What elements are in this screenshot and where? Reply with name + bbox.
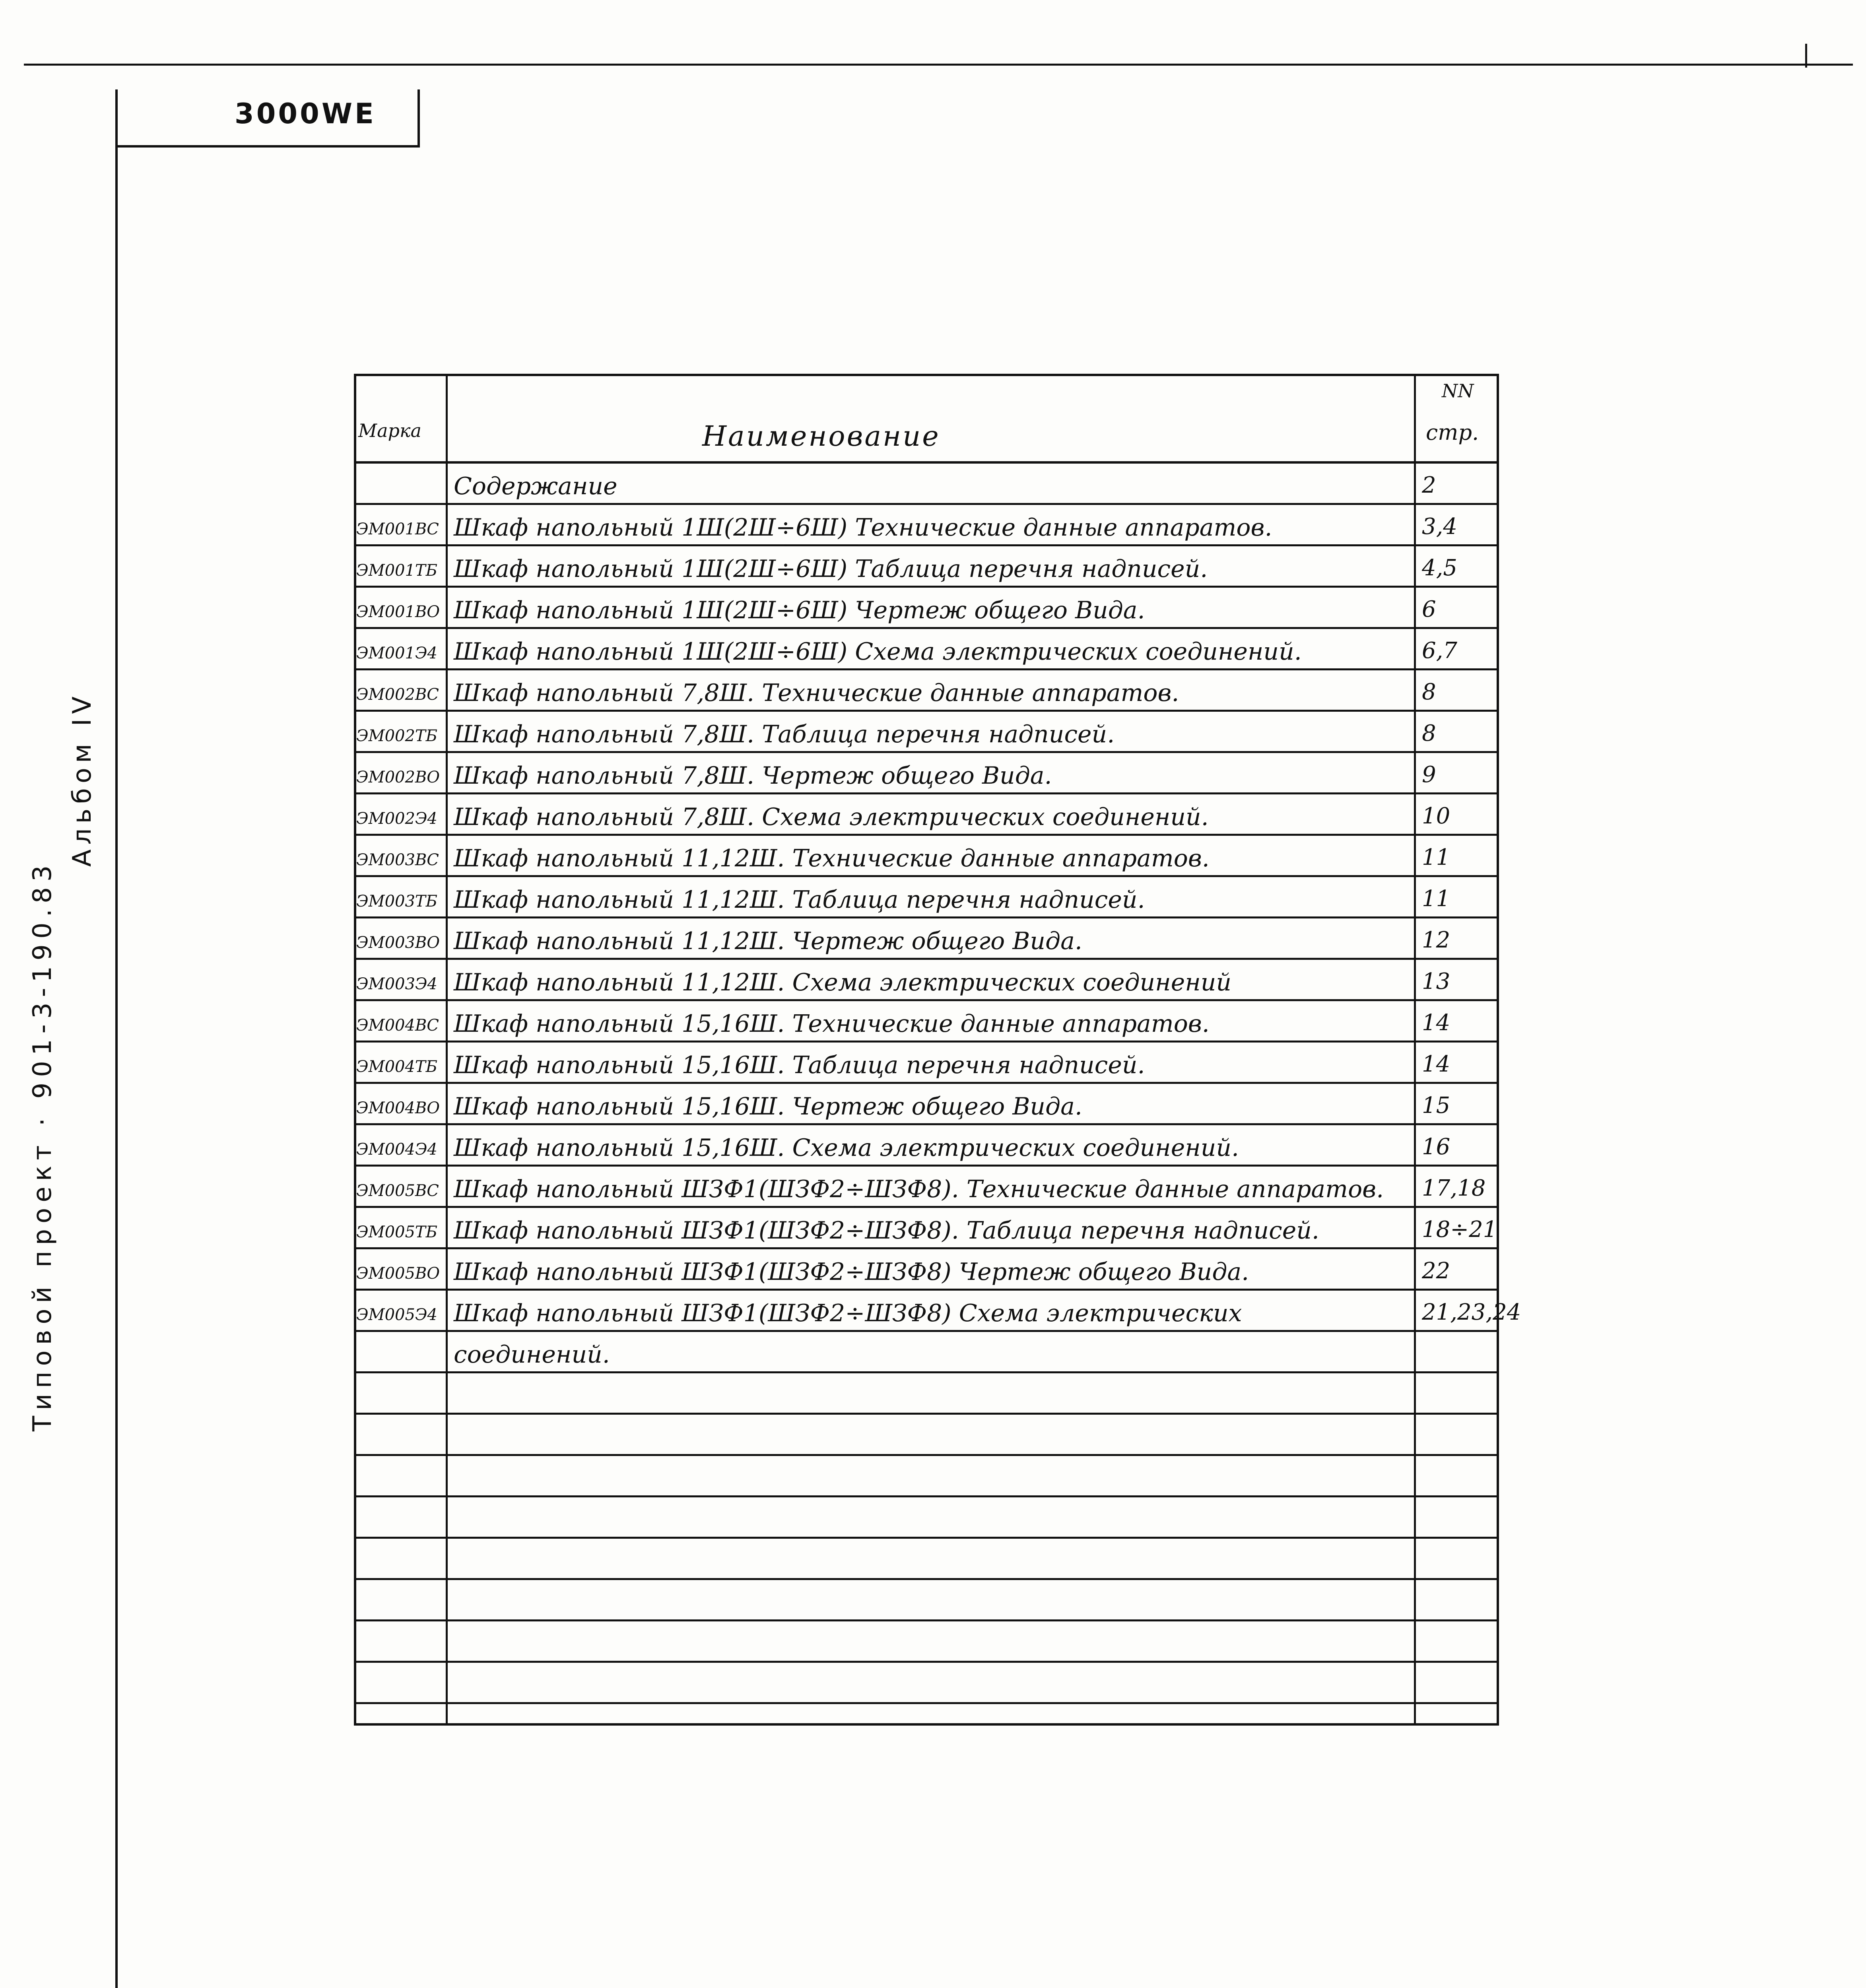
row-mark: ЭМ003Э4 bbox=[356, 975, 437, 993]
row-page: 17,18 bbox=[1422, 1175, 1486, 1201]
row-name: Шкаф напольный 7,8Ш. Схема электрических соединений. bbox=[454, 803, 1209, 831]
empty-table-row bbox=[356, 1497, 1497, 1539]
table-row bbox=[356, 1249, 1497, 1291]
row-page: 2 bbox=[1422, 472, 1436, 498]
empty-table-row bbox=[356, 1621, 1497, 1663]
table-row bbox=[356, 1167, 1497, 1208]
row-page: 6 bbox=[1422, 596, 1436, 622]
left-frame-line bbox=[115, 89, 118, 1988]
table-row bbox=[356, 464, 1497, 505]
table-row bbox=[356, 1208, 1497, 1249]
row-page: 14 bbox=[1422, 1051, 1450, 1077]
row-page: 9 bbox=[1422, 762, 1436, 788]
empty-table-row bbox=[356, 1580, 1497, 1621]
table-row bbox=[356, 1125, 1497, 1167]
row-name: Шкаф напольный 11,12Ш. Технические данные аппаратов. bbox=[454, 845, 1210, 872]
row-mark: ЭМ005ВС bbox=[356, 1182, 439, 1200]
row-page: 16 bbox=[1422, 1134, 1450, 1160]
table-row bbox=[356, 1043, 1497, 1084]
table-row bbox=[356, 877, 1497, 918]
row-name: Шкаф напольный 1Ш(2Ш÷6Ш) Таблица перечня надписей. bbox=[454, 555, 1208, 583]
row-mark: ЭМ005ВО bbox=[356, 1264, 440, 1283]
table-row bbox=[356, 1332, 1497, 1373]
side-album-label: Альбом IV bbox=[68, 691, 97, 867]
table-row bbox=[356, 588, 1497, 629]
row-name: Содержание bbox=[454, 472, 617, 500]
top-border-line bbox=[24, 64, 1853, 66]
row-name: Шкаф напольный 15,16Ш. Схема электрических соединений. bbox=[454, 1134, 1239, 1162]
table-row bbox=[356, 918, 1497, 960]
row-mark: ЭМ003ВО bbox=[356, 934, 440, 952]
row-mark: ЭМ005Э4 bbox=[356, 1306, 437, 1324]
row-page: 21,23,24 bbox=[1422, 1299, 1521, 1325]
row-mark: ЭМ004Э4 bbox=[356, 1140, 437, 1159]
row-mark: ЭМ002ВО bbox=[356, 768, 440, 786]
row-mark: ЭМ003ВС bbox=[356, 851, 439, 869]
row-name: Шкаф напольный 1Ш(2Ш÷6Ш) Схема электрических соединений. bbox=[454, 638, 1302, 666]
row-page: 3,4 bbox=[1422, 514, 1458, 540]
header-page-line1: NN bbox=[1442, 380, 1474, 402]
side-project-title: Типовой проект · 901-3-190.83 bbox=[28, 860, 57, 1431]
table-row bbox=[356, 712, 1497, 753]
table-row bbox=[356, 629, 1497, 670]
row-mark: ЭМ005ТБ bbox=[356, 1223, 437, 1241]
row-mark: ЭМ004ВС bbox=[356, 1016, 439, 1035]
empty-table-row bbox=[356, 1663, 1497, 1704]
table-header bbox=[356, 376, 1497, 464]
empty-table-row bbox=[356, 1539, 1497, 1580]
row-page: 10 bbox=[1422, 803, 1450, 829]
row-name: соединений. bbox=[454, 1341, 610, 1369]
row-mark: ЭМ002ВС bbox=[356, 685, 439, 704]
row-name: Шкаф напольный 11,12Ш. Чертеж общего Вида. bbox=[454, 927, 1082, 955]
header-mark: Марка bbox=[358, 420, 421, 441]
row-page: 11 bbox=[1422, 845, 1450, 870]
table-row bbox=[356, 1291, 1521, 1332]
header-page-line2: стр. bbox=[1426, 420, 1479, 445]
table-row bbox=[356, 1084, 1497, 1125]
row-page: 12 bbox=[1422, 927, 1450, 953]
table-row bbox=[356, 505, 1497, 546]
row-name: Шкаф напольный 1Ш(2Ш÷6Ш) Технические данные аппаратов. bbox=[454, 514, 1272, 542]
row-page: 8 bbox=[1422, 679, 1436, 705]
row-mark: ЭМ003ТБ bbox=[356, 892, 437, 911]
row-name: Шкаф напольный ШЗФ1(ШЗФ2÷ШЗФ8) Чертеж общего Вида. bbox=[454, 1258, 1249, 1286]
table-row bbox=[356, 794, 1497, 836]
row-page: 4,5 bbox=[1422, 555, 1458, 581]
row-page: 18÷21 bbox=[1422, 1217, 1497, 1242]
row-name: Шкаф напольный 7,8Ш. Технические данные аппаратов. bbox=[454, 679, 1179, 707]
row-name: Шкаф напольный ШЗФ1(ШЗФ2÷ШЗФ8). Технические данные аппаратов. bbox=[454, 1175, 1384, 1203]
table-row bbox=[356, 753, 1497, 794]
row-page: 22 bbox=[1422, 1258, 1450, 1284]
table-row bbox=[356, 670, 1497, 712]
table-row bbox=[356, 960, 1497, 1001]
row-mark: ЭМ001ВО bbox=[356, 603, 440, 621]
top-stamp bbox=[115, 89, 420, 148]
row-name: Шкаф напольный 15,16Ш. Чертеж общего Вида. bbox=[454, 1093, 1082, 1120]
row-name: Шкаф напольный 1Ш(2Ш÷6Ш) Чертеж общего Вида. bbox=[454, 596, 1145, 624]
row-page: 11 bbox=[1422, 886, 1450, 912]
row-name: Шкаф напольный 11,12Ш. Таблица перечня надписей. bbox=[454, 886, 1145, 914]
row-page: 8 bbox=[1422, 720, 1436, 746]
contents-table bbox=[354, 374, 1521, 1726]
top-right-tick bbox=[1805, 44, 1807, 68]
row-name: Шкаф напольный 15,16Ш. Технические данные аппаратов. bbox=[454, 1010, 1210, 1038]
table-row bbox=[356, 546, 1497, 588]
empty-table-row bbox=[356, 1373, 1497, 1415]
row-mark: ЭМ002ТБ bbox=[356, 727, 437, 745]
row-page: 6,7 bbox=[1422, 638, 1458, 664]
row-mark: ЭМ001ВС bbox=[356, 520, 439, 538]
row-page: 15 bbox=[1422, 1093, 1450, 1118]
top-stamp-code: 3000WE bbox=[235, 97, 376, 130]
row-name: Шкаф напольный ШЗФ1(ШЗФ2÷ШЗФ8) Схема электрических bbox=[454, 1299, 1242, 1327]
empty-table-row bbox=[356, 1415, 1497, 1456]
row-name: Шкаф напольный ШЗФ1(ШЗФ2÷ШЗФ8). Таблица перечня надписей. bbox=[454, 1217, 1319, 1244]
row-name: Шкаф напольный 15,16Ш. Таблица перечня надписей. bbox=[454, 1051, 1145, 1079]
row-page: 14 bbox=[1422, 1010, 1450, 1036]
row-name: Шкаф напольный 7,8Ш. Чертеж общего Вида. bbox=[454, 762, 1052, 790]
table-row bbox=[356, 1001, 1497, 1043]
row-page: 13 bbox=[1422, 969, 1450, 994]
empty-table-row bbox=[356, 1456, 1497, 1497]
row-mark: ЭМ001ТБ bbox=[356, 561, 437, 580]
row-mark: ЭМ001Э4 bbox=[356, 644, 437, 662]
row-name: Шкаф напольный 7,8Ш. Таблица перечня надписей. bbox=[454, 720, 1115, 748]
row-mark: ЭМ004ТБ bbox=[356, 1058, 437, 1076]
row-mark: ЭМ002Э4 bbox=[356, 810, 437, 828]
header-name: Наименование bbox=[702, 420, 940, 452]
table-row bbox=[356, 836, 1497, 877]
row-mark: ЭМ004ВО bbox=[356, 1099, 440, 1117]
row-name: Шкаф напольный 11,12Ш. Схема электрических соединений bbox=[454, 969, 1232, 996]
